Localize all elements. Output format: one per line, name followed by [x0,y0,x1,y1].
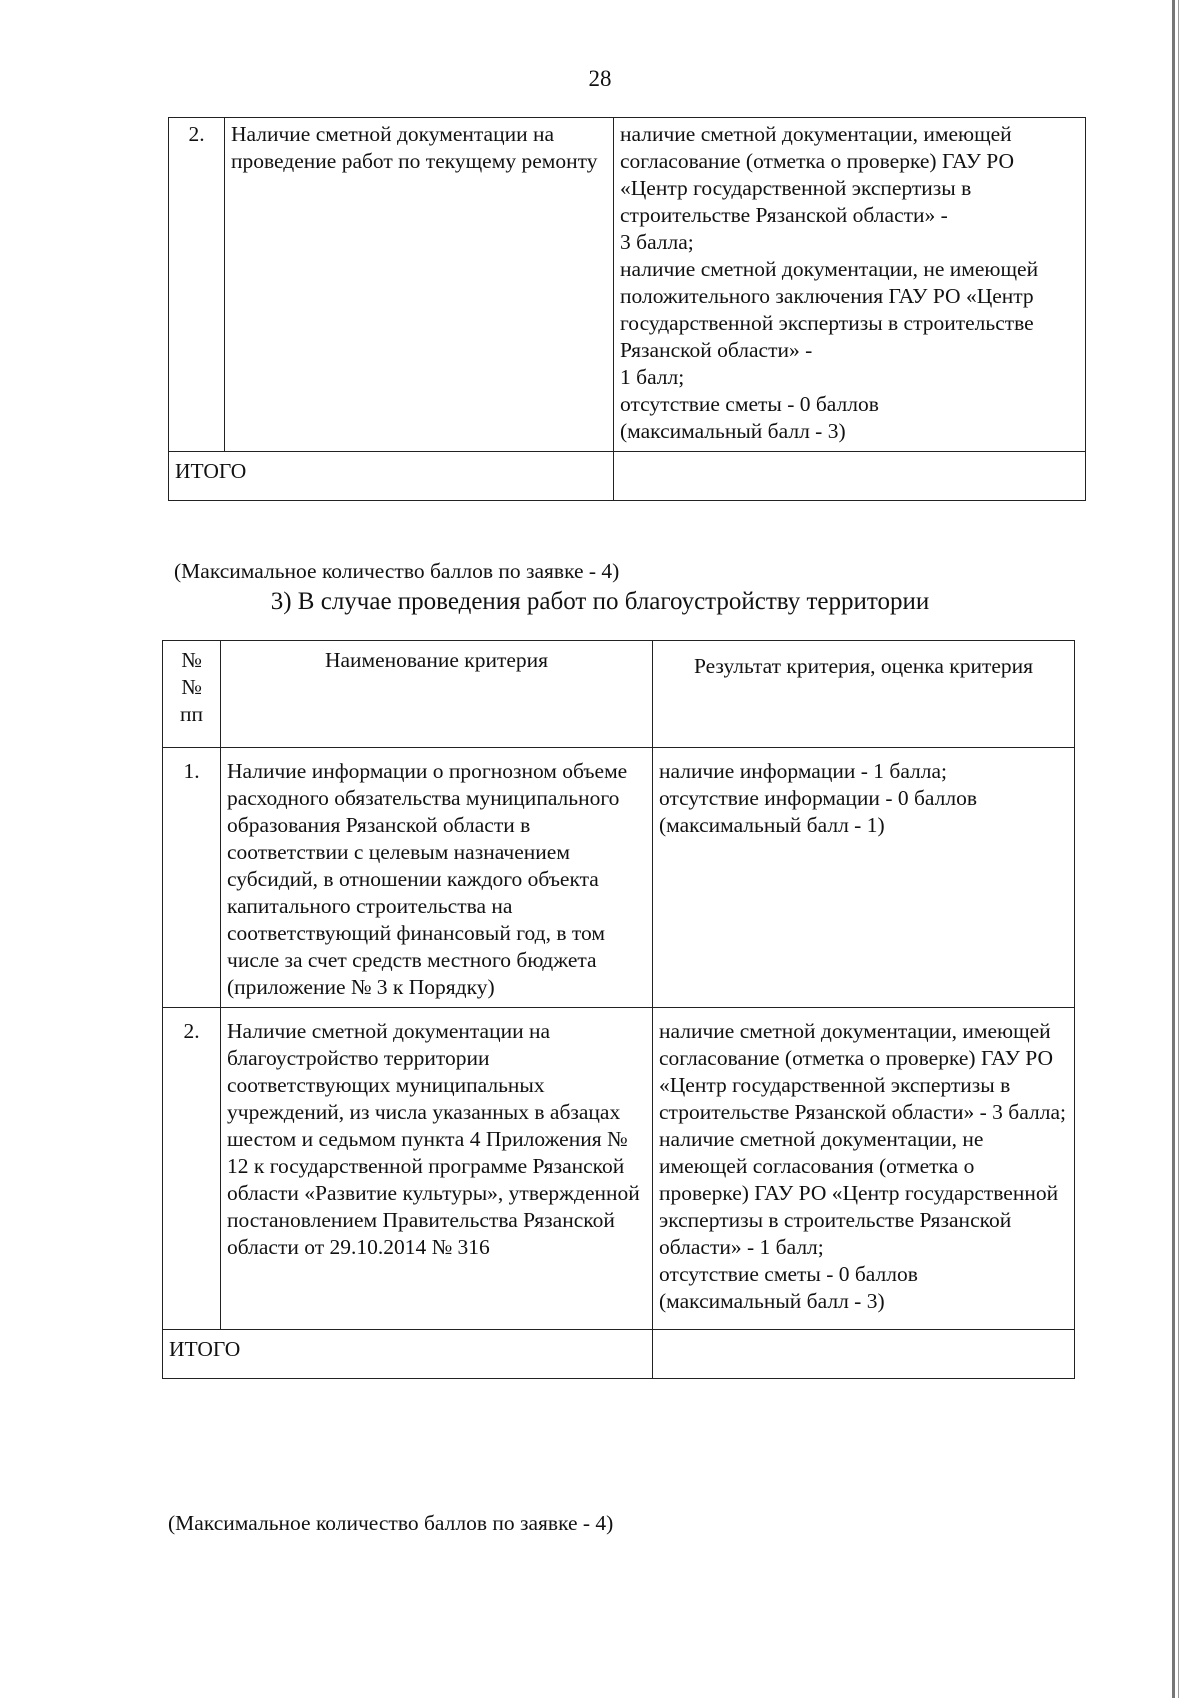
criterion-cell: Наличие сметной документации на благоустройство территории соответствующих муниципальных учреждений, из числа указанных в абзацах шестом и седьмом пункта 4 Приложения № 12 к государственной программе Рязанской области «Развитие культуры», утвержденной постановлением Правительства Рязанской области от 29.10.2014 № 316 [221,1008,653,1330]
total-label: ИТОГО [169,452,614,501]
table-row [163,1008,1075,1330]
criterion-cell: Наличие сметной документации на проведение работ по текущему ремонту [225,118,614,452]
header-result: Результат критерия, оценка критерия [653,641,1075,748]
header-number: № № пп [163,641,221,748]
scan-edge-line-inner [1178,0,1179,1698]
scan-edge-line [1172,0,1175,1698]
table-row [169,118,1086,452]
table-header-row [163,641,1075,748]
max-score-note: (Максимальное количество баллов по заявке - 4) [168,1511,614,1535]
row-number: 2. [169,118,225,452]
page-number: 28 [588,66,612,91]
result-cell: наличие сметной документации, имеющей согласование (отметка о проверке) ГАУ РО «Центр государственной экспертизы в строительстве Рязанской области» - 3 балла; наличие сметной документации, не имеющей согласования (отметка о проверке) ГАУ РО «Центр государственной экспертизы в строительстве Рязанской области» - 1 балл; отсутствие сметы - 0 баллов (максимальный балл - 3) [653,1008,1075,1330]
result-cell: наличие сметной документации, имеющей согласование (отметка о проверке) ГАУ РО «Центр государственной экспертизы в строительстве Рязанской области» - 3 балла; наличие сметной документации, не имеющей положительного заключения ГАУ РО «Центр государственной экспертизы в строительстве Рязанской области» - 1 балл; отсутствие сметы - 0 баллов (максимальный балл - 3) [614,118,1086,452]
criteria-table-continued [168,117,1086,501]
total-row [169,452,1086,501]
max-score-note: (Максимальное количество баллов по заявке - 4) [174,559,620,583]
table-row [163,748,1075,1008]
criteria-table-landscaping [162,640,1075,1379]
row-number: 1. [163,748,221,1008]
section-heading: 3) В случае проведения работ по благоустройству территории [270,588,930,615]
row-number: 2. [163,1008,221,1330]
total-label: ИТОГО [163,1330,653,1379]
total-row [163,1330,1075,1379]
criterion-cell: Наличие информации о прогнозном объеме расходного обязательства муниципального образования Рязанской области в соответствии с целевым назначением субсидий, в отношении каждого объекта капитального строительства на соответствующий финансовый год, в том числе за счет средств местного бюджета (приложение № 3 к Порядку) [221,748,653,1008]
total-value-cell [653,1330,1075,1379]
result-cell: наличие информации - 1 балла; отсутствие информации - 0 баллов (максимальный балл - 1) [653,748,1075,1008]
header-criterion: Наименование критерия [221,641,653,748]
total-value-cell [614,452,1086,501]
